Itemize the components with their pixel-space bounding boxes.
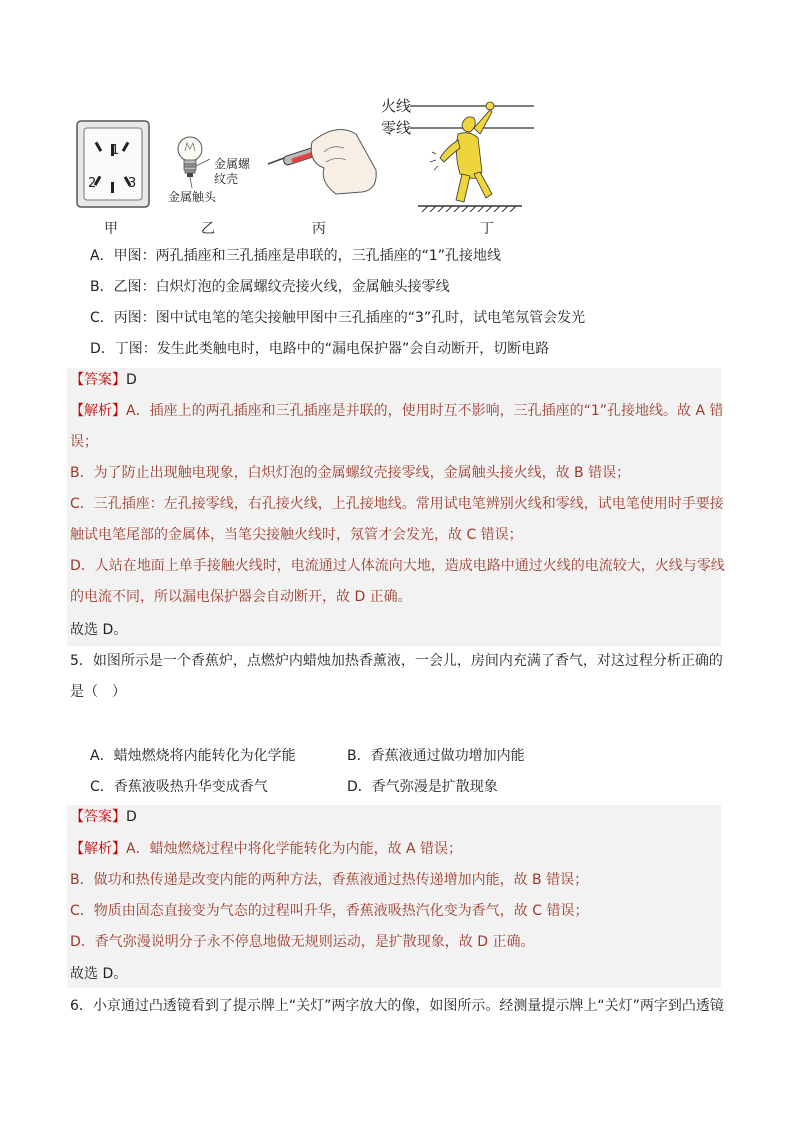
q5-analysis-line-2: B．做功和热传递是改变内能的两种方法，香蕉液通过热传递增加内能，故 B 错误； (70, 872, 589, 888)
q4-analysis-line-6: D．人站在地面上单手接触火线时，电流通过人体流向大地，造成电路中通过火线的电流较大，火线与零线 (70, 558, 725, 574)
bulb-label-shell: 金属螺纹壳 (214, 157, 251, 186)
q5-option-c: C．香蕉液吸热升华变成香气 (90, 779, 268, 795)
test-pen-figure (266, 112, 382, 198)
q5-analysis-text-1: A．蜡烛燃烧过程中将化学能转化为内能，故 A 错误； (126, 841, 463, 857)
q4-option-b: B．乙图：白炽灯泡的金属螺纹壳接火线，金属触头接零线 (90, 279, 450, 295)
q4-analysis-line-1 (70, 401, 723, 421)
q4-analysis-line-3: B．为了防止出现触电现象，白炽灯泡的金属螺纹壳接零线，金属触头接火线，故 B 错误； (70, 465, 631, 481)
q5-option-b: B．香蕉液通过做功增加内能 (347, 748, 525, 764)
q4-option-a: A．甲图：两孔插座和三孔插座是串联的，三孔插座的“1”孔接地线 (90, 248, 501, 264)
q4-option-c: C．丙图：图中试电笔的笔尖接触甲图中三孔插座的“3”孔时，试电笔氖管会发光 (90, 310, 586, 326)
q4-analysis-line-2: 误； (70, 434, 98, 450)
q6-stem: 6．小京通过凸透镜看到了提示牌上“关灯”两字放大的像，如图所示。经测量提示牌上“关灯”两字到凸透镜 (70, 998, 724, 1014)
socket-figure (76, 120, 152, 210)
q5-answer-value: D (126, 809, 137, 825)
q4-analysis-line-5: 触试电笔尾部的金属体，当笔尖接触火线时，氖管才会发光，故 C 错误； (70, 527, 523, 543)
q5-analysis-line-1 (70, 839, 462, 859)
bulb-figure (172, 133, 212, 193)
q4-answer (70, 370, 137, 390)
socket-number-3: 3 (128, 176, 137, 191)
q4-analysis-text-1: A．插座上的两孔插座和三孔插座是并联的，使用时互不影响，三孔插座的“1”孔接地线。故 A 错 (126, 403, 724, 419)
socket-number-1: 1 (111, 143, 120, 158)
figure-label-ding: 丁 (480, 221, 494, 237)
q5-stem-line-1: 5．如图所示是一个香蕉炉，点燃炉内蜡烛加热香薰液，一会儿，房间内充满了香气，对这过程分析正确的 (70, 653, 723, 669)
q5-analysis-line-4: D．香气弥漫说明分子永不停息地做无规则运动，是扩散现象，故 D 正确。 (70, 934, 535, 950)
q4-option-d: D．丁图：发生此类触电时，电路中的“漏电保护器”会自动断开，切断电路 (90, 341, 550, 357)
q5-analysis-line-3: C．物质由固态直接变为气态的过程叫升华，香蕉液吸热汽化变为香气，故 C 错误； (70, 903, 589, 919)
neutral-wire-label: 零线 (381, 119, 412, 137)
figure-label-jia: 甲 (104, 221, 118, 237)
q5-answer (70, 807, 137, 827)
q5-stem-line-2: 是（ ） (70, 684, 126, 700)
q5-option-a: A．蜡烛燃烧将内能转化为化学能 (90, 748, 296, 764)
q5-answer-block (67, 805, 721, 988)
q4-analysis-tag: 【解析】 (70, 403, 126, 419)
q4-analysis-line-4: C．三孔插座：左孔接零线，右孔接火线，上孔接地线。常用试电笔辨别火线和零线，试电笔使用时手要接 (70, 496, 724, 512)
q4-analysis-line-7: 的电流不同，所以漏电保护器会自动断开，故 D 正确。 (70, 589, 412, 605)
live-wire-label: 火线 (381, 97, 412, 115)
bulb-label-contact: 金属触头 (168, 190, 217, 204)
q5-option-d: D．香气弥漫是扩散现象 (347, 779, 498, 795)
q5-analysis-tag: 【解析】 (70, 841, 126, 857)
q4-answer-tag: 【答案】 (70, 372, 126, 388)
q5-answer-tag: 【答案】 (70, 809, 126, 825)
socket-number-2: 2 (88, 176, 97, 191)
figure-label-yi: 乙 (201, 221, 215, 237)
q5-conclusion: 故选 D。 (70, 966, 128, 982)
figure-label-bing: 丙 (312, 221, 326, 237)
q4-conclusion: 故选 D。 (70, 622, 128, 638)
q4-answer-value: D (126, 372, 137, 388)
